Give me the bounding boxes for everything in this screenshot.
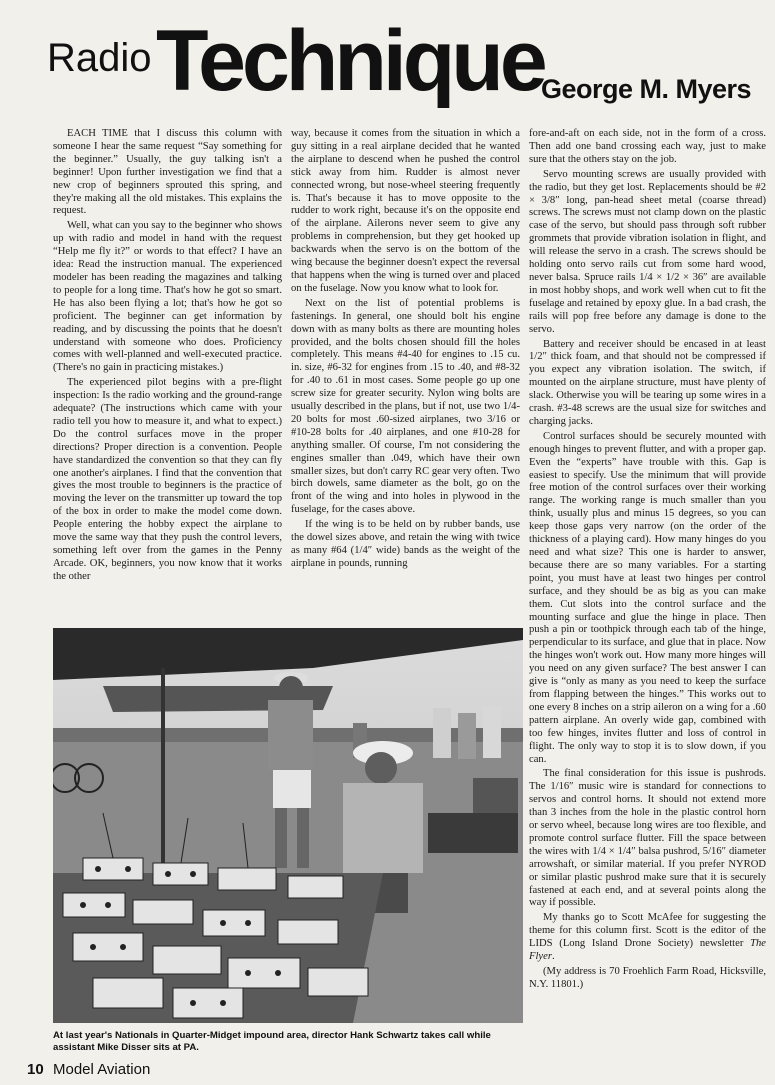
paragraph: My thanks go to Scott McAfee for suggesting the theme for this column first. Scott is the editor of the LIDS (Long Island Drone Society) newsletter The Flyer. <box>529 912 766 963</box>
article-column-1 <box>53 128 282 618</box>
paragraph: Control surfaces should be securely mounted with enough hinges to prevent flutter, and with a proper gap. Even the “experts” have trouble with this. Gap is easiest to specify. Use the minimum that will provide free motion of the control surfaces over their working range. The working range is much smaller than you think, usually plus and minus 15 degrees, so you can keep those gaps very narrow (on the order of the thickness of a playing card). How many hinges do you need and what size? This one is harder to answer, because there are so many variables. For a starting point, you must have at least two hinges per control surface, and they should be as big as you can make them. Cut slots into the control surface and the mounting surface and glue the hinge in place. Then push a pin or toothpick through each tab of the hinge, perpendicular to its surface, and glue that in place. Now the hinges won't work out. How many more hinges will you need on any given surface? The best answer I can give is “only as many as you need to keep the surface from flapping between the hinges.” This works out to one every 8 inches on a strip aileron on a wing for a .60 pattern airplane. An overly wide gap, combined with too few hinges, invites flutter and loss of control in flight. The only way to stop it is to slow down, if you can. <box>529 430 766 765</box>
paragraph: Next on the list of potential problems is fastenings. In general, one should bolt his engine down with as many bolts as there are mounting holes provided, and the bolts chosen should fill the holes completely. This means #4-40 for engines to .15 cu. in. size, #6-32 for engines from .15 to .40, and #8-32 for .40 to .61 in most cases. Some people go up one screw size for greater security. Nylon wing bolts are usually described in the plans, but if not, use two 1/4-20 bolts for most .60-sized airplanes, two 3/16 or #10-28 bolts for .40 airplanes, and one #10-28 for anything smaller. Of course, I'm not considering the engines smaller than .049, which have their own smaller sizes, but don't carry RC gear very often. Two birch dowels, same diameter as the bolt, go on the front of the wing and into holes in plywood in the fuselage, for the cases above. <box>291 297 520 516</box>
thanks-text: My thanks go to Scott McAfee for suggesting the theme for this column first. Scott is the editor of the LIDS (Long Island Drone Society) newsletter <box>529 912 766 950</box>
page-number: 10 <box>27 1061 44 1078</box>
title-technique: Technique <box>156 13 544 109</box>
paragraph: fore-and-aft on each side, not in the form of a cross. Then add one band crossing each way, just to make sure that the others stay on the job. <box>529 128 766 165</box>
newsletter-title: The Flyer <box>529 938 766 963</box>
paragraph: The experienced pilot begins with a pre-flight inspection: Is the radio working and the ground-range adequate? (The instructions which came with your radio tell you how to measure it, and what to expect.) Do the control surfaces move in the proper directions? Proper direction is a convention. People have standardized the convention so that they can fly one another's airplanes. I find that the convention that gives the most trouble to beginners is the practice of moving the lever on the transmitter up toward the top of the box in order to make the model come down. People entering the hobby expect the airplane to move the same way that they push the control levers, something left over from the games in the Penny Arcade. OK, beginners, you now know that it works the other <box>53 377 282 582</box>
magazine-name: Model Aviation <box>53 1061 151 1078</box>
paragraph: EACH TIME that I discuss this column with someone I hear the same request “Say something for the beginner.” Usually, the guy talking isn't a beginner! Upon further investigation we find that a new crop of beginners sprouted this spring, and they're making all the old mistakes. This explains the request. <box>53 128 282 217</box>
photo-illustration <box>53 628 523 1023</box>
paragraph: way, because it comes from the situation in which a guy sitting in a real airplane decided that he wanted the airplane to descend when he pushed the control stick away from him. Rudder is almost never connected wrong, but nose-wheel steering frequently is. That's because it has to move opposite to the rudder to work right, because it's on the opposite end of the airplane. Ailerons never seem to give any problems in comprehension, but they get hooked up backwards when the servo is on the bottom of the wing because the beginner doesn't expect the reversal that happens when the wing is turned over and placed on the fuselage. Now you know what to look for. <box>291 128 520 294</box>
paragraph: (My address is 70 Froehlich Farm Road, Hicksville, N.Y. 11801.) <box>529 966 766 990</box>
article-column-3 <box>529 128 766 1073</box>
paragraph: Well, what can you say to the beginner who shows up with radio and model in hand with the request “Help me fly it?” or words to that effect? I have an idea: Read the instruction manual. The experienced modeler has been reading the magazines and talking to people for a long time. That's how he got so smart. He has also been flying a lot; that's how he got so proficient. The beginner can get information by reading, and by discussing the points that he doesn't understand with someone who does. Proficiency comes with well-planned and well-executed practice. (There's no gain in practicing mistakes.) <box>53 220 282 374</box>
title-radio: Radio <box>47 36 152 80</box>
paragraph: Battery and receiver should be encased in at least 1/2″ thick foam, and that should not be compressed if you expect any vibration isolation. The switch, if mounted on the airplane structure, must have plenty of slack. Otherwise you will be tearing up some wires in a crash. #3-48 screws are the usual size for switches and charging jacks. <box>529 338 766 427</box>
paragraph: Servo mounting screws are usually provided with the radio, but they get lost. Replacements should be #2 × 3/8″ long, pan-head sheet metal (coarse thread) screws. The screws must not clamp down on the plastic case of the servo, but should pass through soft rubber grommets that provide vibration isolation in flight, and will release the servo in a crash. The screws should be holding onto servo rails cut from some hard wood, never balsa. Spruce rails 1/4 × 1/2 × 36″ are available in most hobby shops, and work well when cut to fit the fuselage and retained by epoxy glue. In a bad crash, the rails will pop free before any damage is done to the servo. <box>529 168 766 335</box>
paragraph: If the wing is to be held on by rubber bands, use the dowel sizes above, and retain the wing with twice as many #64 (1/4″ wide) bands as the weight of the airplane in pounds, running <box>291 519 520 569</box>
event-photo <box>53 628 523 1023</box>
author-name: George M. Myers <box>541 74 752 104</box>
paragraph: The final consideration for this issue is pushrods. The 1/16″ music wire is standard for connections to servos and control horns. It should not extend more than 3 inches from the hole in the plastic control horn or servo wheel, because long wires are too flexible, and promote control surface flutter. Fill the space between the wires with 1/4 × 1/4″ balsa pushrod, 5/16″ diameter arrowshaft, or similar material. If you prefer NYROD or similar plastic pushrod make sure that it is securely fastened at each end, and at several points along the way if possible. <box>529 768 766 909</box>
article-column-2 <box>291 128 520 618</box>
photo-caption: At last year's Nationals in Quarter-Midget impound area, director Hank Schwartz takes call while assistant Mike Disser sits at PA. <box>53 1030 491 1053</box>
